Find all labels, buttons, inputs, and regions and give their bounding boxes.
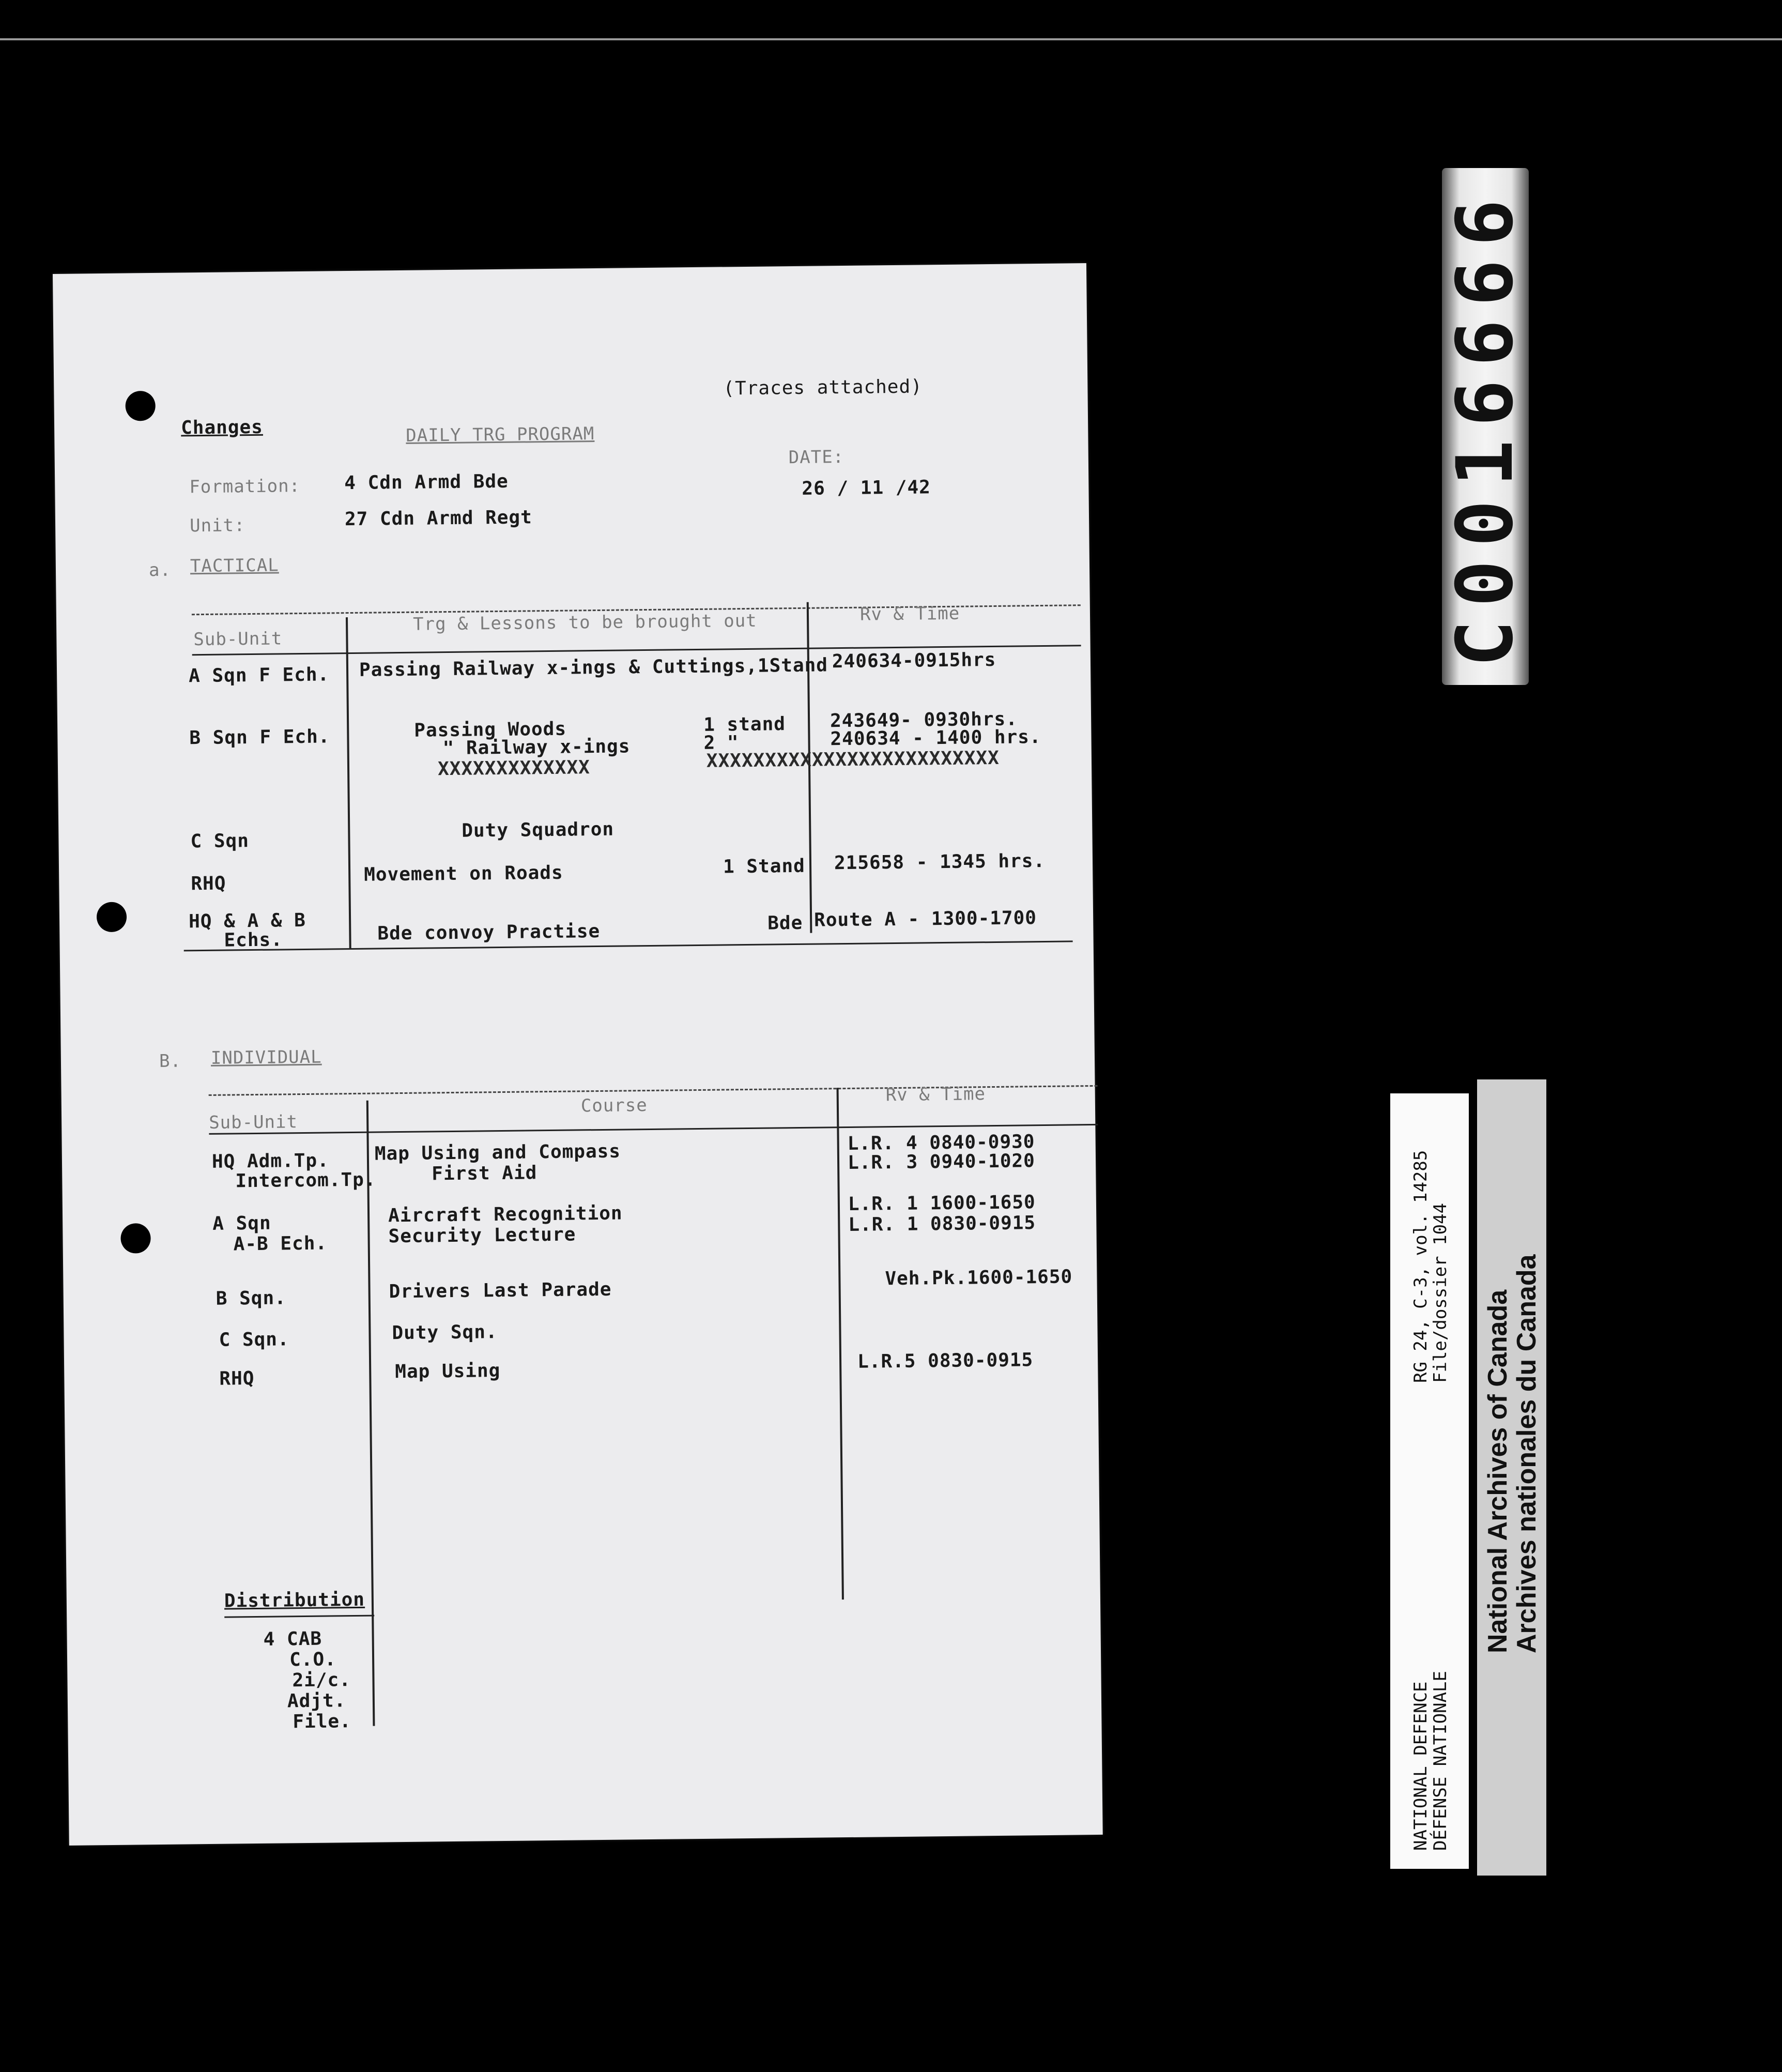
tactical-row-hq-unit: HQ & A & B (188, 909, 306, 933)
tactical-row-b-lesson-2: " Railway x-ings (442, 736, 631, 759)
tactical-row-hq-lesson: Bde convoy Practise (377, 920, 601, 944)
individual-row-1-course: Map Using and Compass (374, 1140, 621, 1165)
individual-col-course: Course (580, 1095, 648, 1117)
archive-label-defence (1390, 1093, 1469, 1869)
label-national-defence: NATIONAL DEFENCE (1410, 1681, 1431, 1851)
individual-row-4-unit: A-B Ech. (233, 1232, 328, 1255)
tactical-row-b-rv-2: 240634 - 1400 hrs. (830, 726, 1041, 750)
individual-heading: INDIVIDUAL (210, 1046, 322, 1069)
distribution-rule (224, 1615, 374, 1618)
tactical-prefix: a. (148, 559, 172, 581)
page-title: DAILY TRG PROGRAM (406, 423, 595, 446)
tactical-row-a-lesson: Passing Railway x-ings & Cuttings,1Stand (359, 654, 828, 681)
tactical-row-b-rv: 243649- 0930hrs. (829, 708, 1018, 732)
individual-row-3-unit: A Sqn (212, 1212, 271, 1235)
distribution-item-5: File. (293, 1711, 351, 1733)
tactical-row-b-unit: B Sqn F Ech. (189, 726, 330, 749)
tactical-row-hq-stand: Bde (767, 912, 803, 934)
individual-divider-2 (837, 1088, 844, 1599)
distribution-item-1: 4 CAB (263, 1628, 322, 1650)
individual-col-subunit: Sub-Unit (209, 1111, 298, 1133)
tactical-row-rhq-stand: 1 Stand (723, 855, 806, 878)
date-value: 26 / 11 /42 (802, 477, 931, 499)
tactical-col-subunit: Sub-Unit (193, 628, 283, 650)
tactical-row-c-lesson: Duty Squadron (462, 818, 615, 842)
tactical-row-b-lesson: Passing Woods (414, 718, 567, 741)
individual-row-6-unit: C Sqn. (219, 1329, 289, 1351)
unit-value: 27 Cdn Armd Regt (344, 507, 532, 530)
formation-value: 4 Cdn Armd Bde (344, 470, 509, 494)
distribution-heading: Distribution (224, 1589, 365, 1612)
individual-row-7-course: Map Using (395, 1360, 501, 1383)
date-label: DATE: (788, 446, 844, 468)
unit-label: Unit: (189, 515, 245, 537)
tactical-col-training: Trg & Lessons to be brought out (412, 610, 757, 635)
individual-row-7-rv: L.R.5 0830-0915 (857, 1349, 1034, 1373)
individual-row-5-unit: B Sqn. (216, 1287, 287, 1309)
formation-label: Formation: (189, 476, 301, 498)
tactical-row-rhq-lesson: Movement on Roads (363, 862, 563, 886)
tactical-row-a-unit: A Sqn F Ech. (188, 664, 330, 687)
individual-row-3-course: Aircraft Recognition (388, 1202, 623, 1227)
tactical-row-b-stand: 1 stand (703, 713, 786, 736)
tactical-heading: TACTICAL (190, 555, 279, 577)
punch-hole-middle (97, 902, 127, 933)
tactical-row-c-unit: C Sqn (190, 830, 250, 852)
tactical-row-rhq-unit: RHQ (191, 873, 226, 895)
tactical-row-hq-unit-2: Echs. (224, 929, 283, 951)
individual-row-1-rv: L.R. 4 0840-0930 (847, 1131, 1035, 1154)
changes-note: Changes (180, 416, 264, 439)
individual-row-1-unit: HQ Adm.Tp. (211, 1150, 329, 1172)
tactical-row-hq-rv: Route A - 1300-1700 (813, 907, 1037, 931)
label-file-reference: File/dossier 1044 (1430, 1203, 1451, 1383)
tactical-row-rhq-rv: 215658 - 1345 hrs. (834, 850, 1046, 874)
individual-row-4-course: Security Lecture (388, 1224, 576, 1247)
frame-number-strip (1442, 168, 1529, 685)
tactical-row-b-stand-2: 2 " (703, 732, 739, 754)
distribution-item-4: Adjt. (287, 1690, 346, 1712)
individual-prefix: B. (159, 1050, 182, 1072)
frame-number: C0016666 (1440, 186, 1530, 667)
label-nac-french: Archives nationales du Canada (1512, 1254, 1542, 1653)
label-nac-english: National Archives of Canada (1483, 1289, 1513, 1653)
tactical-row-b-struck-2: XXXXXXXXXXXXXXXXXXXXXXXXX (706, 747, 1000, 772)
tactical-divider-1 (346, 617, 351, 948)
individual-row-2-unit: Intercom.Tp. (235, 1169, 376, 1192)
label-rg-reference: RG 24, C-3, vol. 14285 (1410, 1150, 1431, 1383)
film-edge-line (0, 38, 1782, 40)
individual-row-7-unit: RHQ (219, 1368, 255, 1390)
distribution-item-3: 2i/c. (292, 1669, 351, 1692)
individual-row-2-course: First Aid (432, 1162, 537, 1185)
distribution-item-2: C.O. (289, 1649, 337, 1671)
individual-row-3-rv: L.R. 1 1600-1650 (848, 1192, 1036, 1215)
tactical-row-a-rv: 240634-0915hrs (832, 649, 996, 673)
individual-row-5-course: Drivers Last Parade (389, 1278, 612, 1303)
individual-divider-1 (366, 1101, 375, 1726)
individual-row-4-rv: L.R. 1 0830-0915 (848, 1212, 1036, 1236)
tactical-row-b-struck-1: XXXXXXXXXXXXX (437, 757, 591, 780)
punch-hole-top (125, 391, 156, 421)
tactical-col-rv: Rv & Time (859, 603, 960, 625)
individual-row-2-rv: L.R. 3 0940-1020 (847, 1150, 1036, 1174)
individual-row-6-course: Duty Sqn. (392, 1321, 498, 1344)
individual-row-5-rv: Veh.Pk.1600-1650 (885, 1266, 1073, 1290)
archive-label-nac (1477, 1079, 1546, 1876)
traces-note: (Traces attached) (723, 376, 923, 400)
document-page (53, 263, 1103, 1846)
label-defense-nationale: DÉFENSE NATIONALE (1430, 1671, 1451, 1851)
tactical-bottom-rule (184, 940, 1073, 951)
punch-hole-bottom (120, 1223, 151, 1254)
individual-col-rv: Rv & Time (885, 1084, 986, 1106)
